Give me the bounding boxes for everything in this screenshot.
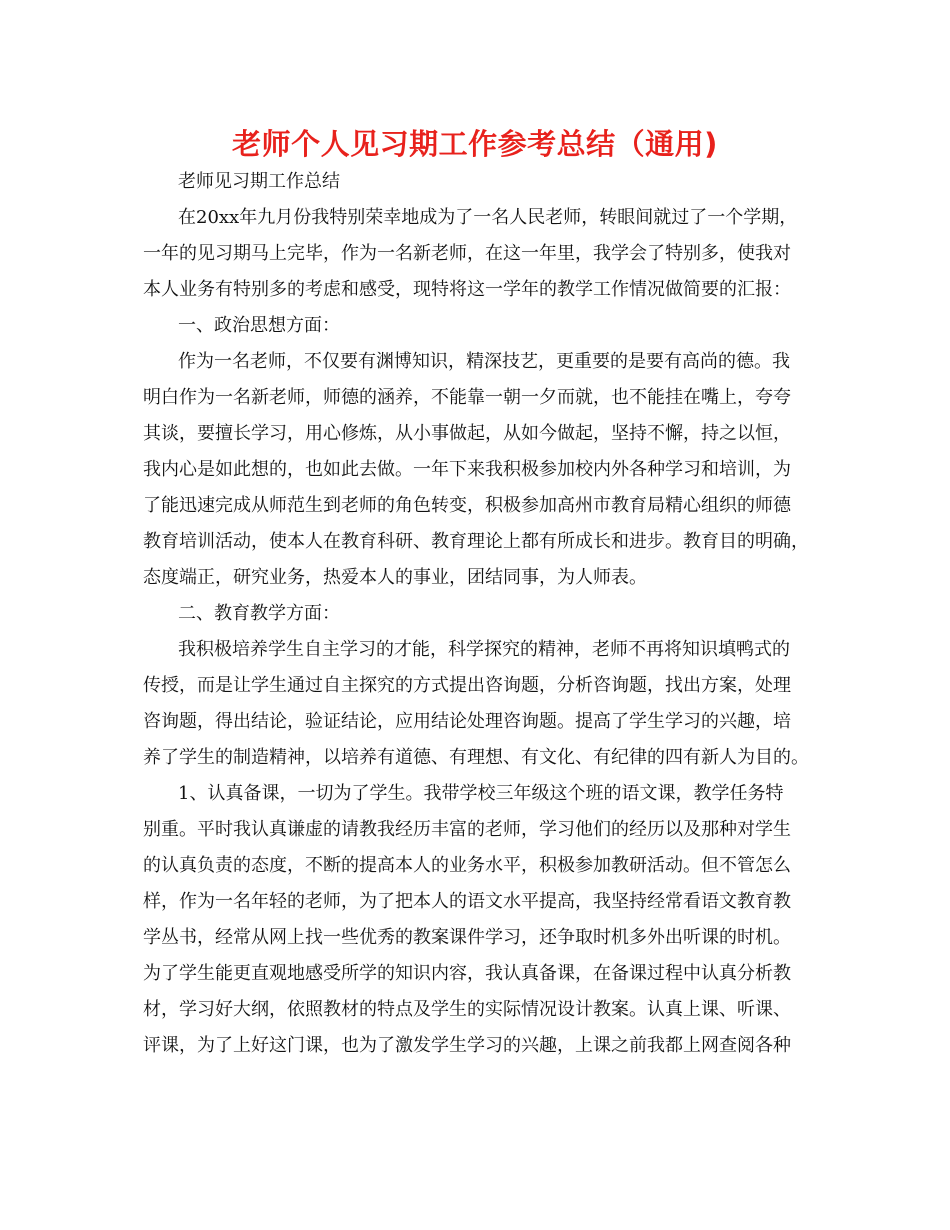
document-subtitle: 老师见习期工作总结	[178, 171, 340, 192]
text-line: 作为一名老师，不仅要有渊博知识，精深技艺，更重要的是要有高尚的德。我	[178, 351, 790, 372]
text-line: 传授，而是让学生通过自主探究的方式提出咨询题，分析咨询题，找出方案，处理	[143, 675, 791, 696]
text-line: 我积极培养学生自主学习的才能，科学探究的精神，老师不再将知识填鸭式的	[178, 639, 790, 660]
text-line: 其谈，要擅长学习，用心修炼，从小事做起，从如今做起，坚持不懈，持之以恒，	[143, 423, 791, 444]
text-line: 我内心是如此想的，也如此去做。一年下来我积极参加校内外各种学习和培训，为	[143, 459, 791, 480]
text-line: 1、认真备课，一切为了学生。我带学校三年级这个班的语文课，教学任务特	[178, 783, 784, 804]
text-line: 学丛书，经常从网上找一些优秀的教案课件学习，还争取时机多外出听课的时机。	[143, 927, 791, 948]
text-line: 别重。平时我认真谦虚的请教我经历丰富的老师，学习他们的经历以及那种对学生	[143, 819, 791, 840]
text-line: 评课，为了上好这门课，也为了激发学生学习的兴趣，上课之前我都上网查阅各种	[143, 1035, 791, 1056]
text-line: 养了学生的制造精神，以培养有道德、有理想、有文化、有纪律的四有新人为目的。	[143, 747, 809, 768]
document-title: 老师个人见习期工作参考总结（通用)	[232, 127, 718, 161]
section-heading: 二、教育教学方面：	[178, 603, 340, 624]
text-line: 的认真负责的态度，不断的提高本人的业务水平，积极参加教研活动。但不管怎么	[143, 855, 791, 876]
text-line: 教育培训活动，使本人在教育科研、教育理论上都有所成长和进步。教育目的明确，	[143, 531, 809, 552]
text-line: 态度端正，研究业务，热爱本人的事业，团结同事，为人师表。	[143, 567, 647, 588]
text-line: 样，作为一名年轻的老师，为了把本人的语文水平提高，我坚持经常看语文教育教	[143, 891, 791, 912]
text-line: 一年的见习期马上完毕，作为一名新老师，在这一年里，我学会了特别多，使我对	[143, 243, 791, 264]
text-line: 明白作为一名新老师，师德的涵养，不能靠一朝一夕而就，也不能挂在嘴上，夸夸	[143, 387, 791, 408]
text-line: 材，学习好大纲，依照教材的特点及学生的实际情况设计教案。认真上课、听课、	[143, 999, 791, 1020]
text-line: 本人业务有特别多的考虑和感受，现特将这一学年的教学工作情况做简要的汇报：	[143, 279, 791, 300]
text-line: 在20xx年九月份我特别荣幸地成为了一名人民老师，转眼间就过了一个学期，	[178, 207, 798, 228]
text-line: 咨询题，得出结论，验证结论，应用结论处理咨询题。提高了学生学习的兴趣，培	[143, 711, 791, 732]
text-line: 了能迅速完成从师范生到老师的角色转变，积极参加高州市教育局精心组织的师德	[143, 495, 791, 516]
text-line: 为了学生能更直观地感受所学的知识内容，我认真备课，在备课过程中认真分析教	[143, 963, 791, 984]
section-heading: 一、政治思想方面：	[178, 315, 340, 336]
